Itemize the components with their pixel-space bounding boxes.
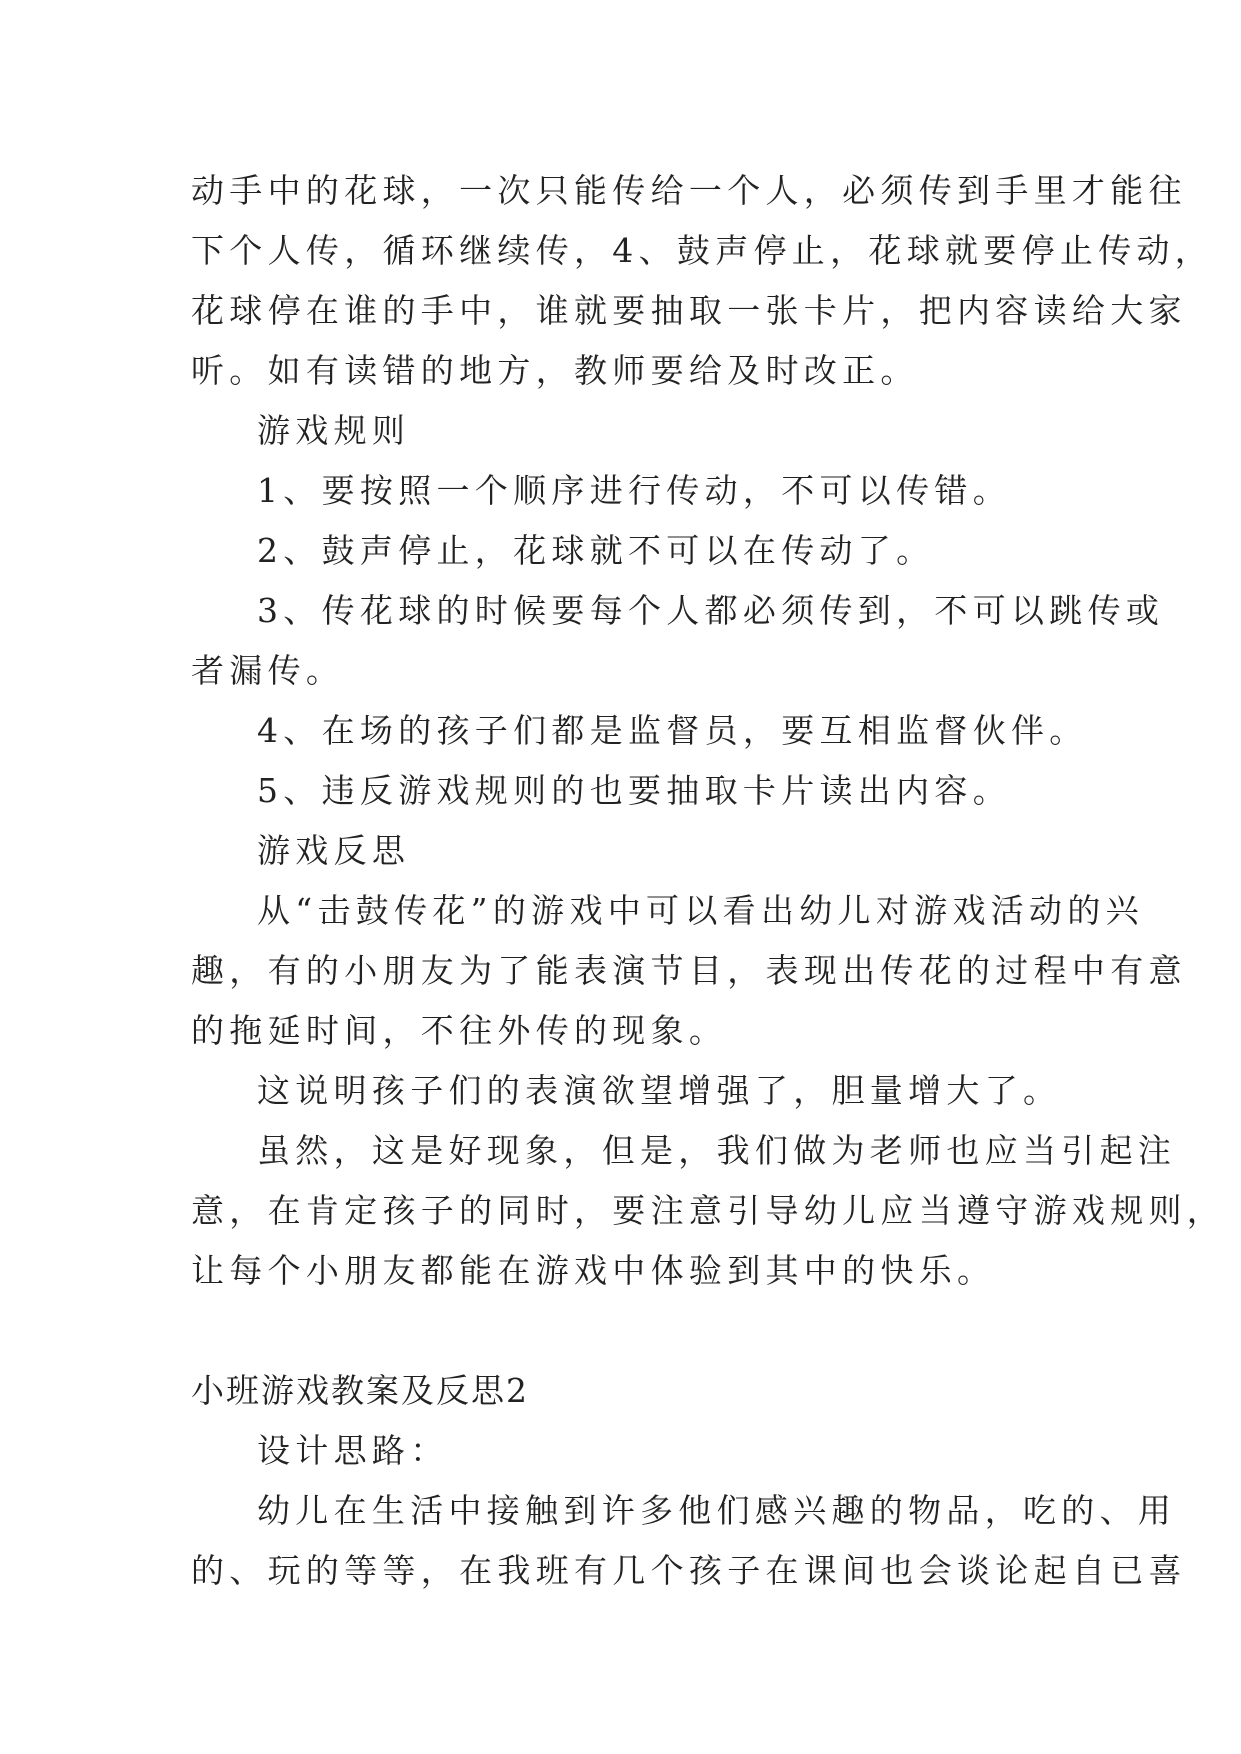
section-heading-reflection: 游戏反思 — [257, 831, 411, 870]
paragraph-line: 的、玩的等等，在我班有几个孩子在课间也会谈论起自已喜 — [191, 1551, 1187, 1590]
paragraph-line: 动手中的花球，一次只能传给一个人，必须传到手里才能往 — [191, 171, 1187, 210]
paragraph-line: 幼儿在生活中接触到许多他们感兴趣的物品，吃的、用 — [257, 1491, 1177, 1530]
rule-item-3: 3、传花球的时候要每个人都必须传到，不可以跳传或 — [257, 591, 1165, 630]
paragraph-line: 意，在肯定孩子的同时，要注意引导幼儿应当遵守游戏规则， — [191, 1191, 1226, 1230]
document-body — [191, 161, 1226, 1601]
rule-item-2: 2、鼓声停止，花球就不可以在传动了。 — [257, 531, 935, 570]
subheading-design-idea: 设计思路： — [257, 1431, 449, 1470]
paragraph-line: 下个人传，循环继续传，4、鼓声停止，花球就要停止传动， — [191, 231, 1214, 270]
section-heading-rules: 游戏规则 — [257, 411, 411, 450]
rule-item-1: 1、要按照一个顺序进行传动，不可以传错。 — [257, 471, 1011, 510]
rule-item-3-continued: 者漏传。 — [191, 651, 345, 690]
paragraph-line: 花球停在谁的手中，谁就要抽取一张卡片，把内容读给大家 — [191, 291, 1187, 330]
paragraph-line: 听。如有读错的地方，教师要给及时改正。 — [191, 351, 919, 390]
paragraph-line: 的拖延时间，不往外传的现象。 — [191, 1011, 728, 1050]
paragraph-line: 这说明孩子们的表演欲望增强了，胆量增大了。 — [257, 1071, 1062, 1110]
paragraph-line: 趣，有的小朋友为了能表演节目，表现出传花的过程中有意 — [191, 951, 1187, 990]
rule-item-4: 4、在场的孩子们都是监督员，要互相监督伙伴。 — [257, 711, 1088, 750]
paragraph-line: 虽然，这是好现象，但是，我们做为老师也应当引起注 — [257, 1131, 1177, 1170]
paragraph-line: 让每个小朋友都能在游戏中体验到其中的快乐。 — [191, 1251, 996, 1290]
paragraph-line: 从“击鼓传花”的游戏中可以看出幼儿对游戏活动的兴 — [257, 891, 1144, 930]
section-spacer — [191, 1301, 1061, 1361]
section-title-lesson-2: 小班游戏教案及反思2 — [191, 1371, 529, 1410]
rule-item-5: 5、违反游戏规则的也要抽取卡片读出内容。 — [257, 771, 1011, 810]
